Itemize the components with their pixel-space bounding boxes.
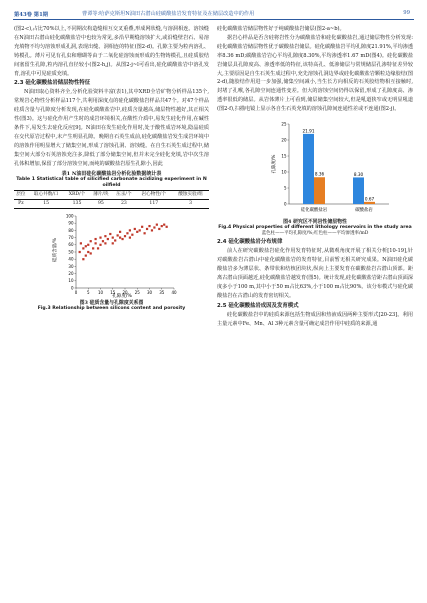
- fig3-x-tick-label: 25: [134, 290, 140, 296]
- paragraph: 据岩心样品是否含硅将岩性分为碳酸盐岩和硅化碳酸盐岩,通过储层物性分析发现:硅化碳酸盐岩储层物性优于碳酸盐岩储层。硅化碳酸盐岩平均孔隙度21.91%,平均渗透率8.36 mD;碳酸盐岩岩心平均孔隙度8.30%,平均渗透率1.67 mD(图4)。硅化碳酸盐岩储层具孔隙度高、渗透率低的特征,该特高孔、低渗储层与常规储层孔渗特征差异较大,主要原因是自生石英生成过程中,充先溶蚀孔洞边界或硅化碳酸盐岩颗粒边缘胶结(图2-d),随胶结作用进一步加强,储集空间减小,当生长方向相反的石英胶结物相互接触时,封堵了孔喉,各孔隙空间连通性变差。但大的溶蚀空间仍得以保留,形成了孔隙度高、渗透率很低的储层。从岩体薄片上可看到,储层储集空间较大,但是吼道狭窄或无明显吼道(图2-f),扫描电镜上显示各自生石英充填的溶蚀孔隙间连通性差或不连通(图2-j)。: [217, 34, 414, 113]
- fig4-data-label: 8.30: [353, 172, 364, 178]
- table-header: 酸蚀实验/组: [178, 192, 203, 198]
- fig3-x-tick-label: 10: [97, 290, 104, 296]
- header-rule: [13, 19, 414, 20]
- fig3-point: [121, 238, 123, 240]
- fig3-point: [141, 226, 143, 228]
- fig3-x-tick-label: 20: [122, 290, 128, 296]
- fig3-point: [119, 231, 121, 233]
- figure3-caption-en: Fig.3 Relationship between silicons content and porosity: [37, 306, 186, 312]
- fig3-point: [146, 228, 148, 230]
- figure3-scatter: [14, 212, 209, 300]
- table-cell: Pz: [18, 201, 24, 207]
- table-cell: 23: [120, 201, 127, 207]
- right-column: [217, 25, 413, 328]
- fig3-x-tick-label: 30: [146, 290, 153, 296]
- fig3-point: [129, 237, 131, 239]
- table-header: 岩心物性/个: [141, 192, 167, 198]
- fig3-y-tick-label: 60: [68, 242, 74, 248]
- table-header: 薄片/块: [93, 192, 109, 198]
- fig3-point: [87, 244, 89, 246]
- section-heading-2-4: 2.4 硅化碳酸盐岩分布规律: [217, 239, 283, 246]
- figure3-caption: 图3 硅质含量与孔隙度关系图: [79, 300, 144, 307]
- fig3-point: [124, 235, 126, 237]
- fig3-y-tick-label: 70: [68, 235, 74, 241]
- fig4-y-tick-label: 25: [281, 121, 287, 127]
- fig3-point: [95, 242, 97, 244]
- figure4-caption: 图4 研究区不同岩性储层物性: [283, 219, 347, 226]
- table-row: [14, 200, 209, 209]
- section-heading-2-3: 2.3 硅化碳酸盐岩储层物性特征: [14, 80, 91, 87]
- fig4-category-label: 硅化碳酸盐岩: [300, 208, 328, 214]
- table-header: 取心井数/口: [33, 192, 59, 198]
- left-column: [14, 25, 209, 312]
- fig3-x-tick-label: 5: [86, 290, 90, 296]
- fig3-y-tick-label: 10: [68, 278, 74, 284]
- fig3-point: [92, 247, 94, 249]
- fig3-point: [156, 224, 158, 226]
- fig4-data-label: 8.36: [314, 171, 325, 177]
- fig3-point: [158, 228, 160, 230]
- page-header: [0, 0, 427, 24]
- fig3-point: [151, 229, 153, 231]
- fig3-y-tick-label: 40: [68, 256, 74, 262]
- section-heading-2-5: 2.5 硅化碳酸盐岩成因及发育模式: [217, 302, 299, 309]
- fig4-ylabel: 孔隙度/%: [272, 154, 277, 174]
- fig3-point: [104, 235, 106, 237]
- fig3-point: [85, 245, 87, 247]
- fig3-x-tick-label: 40: [171, 290, 177, 296]
- fig3-point: [129, 229, 131, 231]
- fig3-point: [161, 225, 163, 227]
- fig3-point: [153, 227, 155, 229]
- table-cell: 15: [43, 201, 50, 207]
- fig3-x-tick-label: 15: [110, 290, 116, 296]
- fig3-point: [144, 232, 146, 234]
- fig4-y-tick-label: 0: [283, 201, 287, 207]
- table-cell: 3: [189, 201, 193, 207]
- figure4-bar-chart: [217, 116, 413, 219]
- fig4-bar: [314, 177, 325, 204]
- running-title: 曹谭等:哈萨克斯坦N油田古潜山硅碳酸盐岩发育特征及在储层改造中的作用: [82, 11, 255, 17]
- fig3-y-tick-label: 30: [68, 263, 74, 269]
- table1-title: 表1 N油田硅化碳酸盐岩分析化验数据统计表: [61, 170, 162, 177]
- fig3-point: [109, 233, 111, 235]
- figure4-caption-en: Fig.4 Physical properties of different lithology reservoirs in the study area: [218, 225, 412, 231]
- paragraph: 前人在研究碳酸盐岩硅化作用发育特征时,从微观角度开展了相关分析[10-19],针对碳酸盐岩古潜山中硅化碳酸盐岩的发育特征,目前暂无相关研究成果。N油田硅化碳酸盐岩多为薄层状、条带状和结核团块状,纵向上主要发育在碳酸盐岩古潜山顶部。距离古潜山顶面越近,硅化碳酸盐岩越发育(图5)。统计发现,硅化碳酸盐岩距古潜山顶面深度多小于100 m,其中小于50 m占比63%,小于100 m占比90%。该分布模式与硅化碳酸盐岩在古潜山的发育密切相关。: [217, 248, 413, 299]
- fig4-bar: [303, 134, 314, 204]
- fig3-ylabel: 硅质含量/%: [53, 237, 58, 263]
- fig4-data-label: 0.67: [364, 196, 375, 202]
- fig4-y-tick-label: 10: [281, 169, 287, 175]
- fig3-y-tick-label: 90: [68, 220, 74, 226]
- paragraph: 硅化碳酸盐岩储层物性好于纯碳酸盐岩储层(图2-a~b)。: [217, 26, 345, 32]
- fig3-point: [85, 255, 87, 257]
- fig3-point: [117, 234, 119, 236]
- table-header: XRD/个: [68, 192, 86, 198]
- fig3-point: [131, 234, 133, 236]
- fig3-point: [102, 240, 104, 242]
- fig4-bar: [364, 202, 375, 204]
- fig3-point: [148, 225, 150, 227]
- paragraph: N油田取心资料齐全,分析化验资料丰富(表1),其中XRD全岩矿物分析样品135个,常规岩心物性分析样品117个,共利用深度点的硅化碳酸盐岩样品共47个。对47个样品硅质含量与孔隙度分析发现,在硅化碳酸盐岩中,硅质含量越高,储层物性越好,其正相关性(图3)。这与硅化作用产生时的成岩环境相关,在酸性介质中,易发生硅化作用,在碱性条件下,易发生去硅化反应[9]。N油田在发生硅化作用时,处于酸性成岩环境,隐晶硅质在交代原岩过程中,未产生明显孔隙。晚期自石英生成前,硅化碳酸盐岩发生成岩环境中的溶蚀作用明显增大了储集空间,形成了溶蚀孔洞、溶蚀缝。在自生石英生成过程中,储集空间大部分石英溶蚀充注多,降低了部分储集空间,但并未完全硅化充填,岩中次生溶孔体积增加,保留了部分溶蚀空间,而纯的碳酸盐岩原生孔隙小,因此: [14, 89, 209, 167]
- fig3-y-tick-label: 20: [68, 271, 74, 277]
- fig3-y-tick-label: 0: [70, 285, 74, 291]
- fig3-xlabel: 孔隙度/%: [112, 294, 132, 300]
- journal-volume: 第43卷 第1期: [14, 12, 49, 18]
- fig3-point: [112, 242, 114, 244]
- paragraph: 硅化碳酸盐岩中的硅质来源包括生物成因和热液成因两种主要形式[20-23]。利用主量元素中Fe、Mn、Al 3种元素含量可确定成岩作用中硅质的来源,通: [217, 311, 413, 327]
- fig4-data-label: 21.91: [302, 128, 315, 134]
- fig3-point: [166, 226, 168, 228]
- fig3-point: [139, 229, 141, 231]
- fig4-y-tick-label: 5: [283, 185, 287, 191]
- fig3-point: [112, 237, 114, 239]
- fig3-point: [134, 228, 136, 230]
- fig3-point: [107, 238, 109, 240]
- table-cell: 135: [72, 201, 82, 207]
- fig3-point: [80, 242, 82, 244]
- fig3-y-tick-label: 50: [68, 249, 74, 255]
- fig3-point: [79, 251, 81, 253]
- fig3-x-tick-label: 35: [159, 290, 165, 296]
- fig3-point: [136, 231, 138, 233]
- fig3-point: [163, 224, 165, 226]
- fig3-point: [90, 252, 92, 254]
- page-number: 99: [403, 10, 410, 16]
- fig3-point: [97, 247, 99, 249]
- table-cell: 95: [97, 201, 104, 207]
- fig3-point: [87, 251, 89, 253]
- fig3-point: [90, 240, 92, 242]
- fig3-point: [119, 237, 121, 239]
- fig3-point: [82, 247, 84, 249]
- fig4-y-tick-label: 20: [281, 137, 287, 143]
- fig3-point: [104, 242, 106, 244]
- table-header: 压汞/个: [116, 192, 132, 198]
- fig3-point: [82, 258, 84, 260]
- fig4-y-tick-label: 15: [281, 153, 287, 159]
- table-header: 层位: [16, 192, 26, 198]
- fig3-point: [114, 239, 116, 241]
- fig3-y-tick-label: 80: [68, 227, 74, 233]
- fig3-point: [126, 232, 128, 234]
- fig4-category-label: 碳酸盐岩: [355, 208, 373, 214]
- figure4-note: 蓝色柱——平均孔隙度/%;红色柱——平均渗透率/mD: [261, 231, 369, 237]
- table-cell: 117: [149, 201, 159, 207]
- fig3-point: [95, 238, 97, 240]
- fig3-y-tick-label: 100: [65, 213, 74, 219]
- fig3-point: [99, 237, 101, 239]
- fig3-point: [99, 244, 101, 246]
- fig3-x-tick-label: 0: [74, 290, 78, 296]
- fig4-bar: [353, 178, 364, 205]
- table1-title-en: Table 1 Statistical table of silicified carbonate acidizing experiment in N oilfield: [16, 177, 207, 189]
- table1: [14, 190, 209, 209]
- paragraph: (图2-c),占比70%以上,不同期次构造缝相互交叉重叠,形成网状缝,与溶洞相连。溶蚀缝在N油田古潜山硅化碳酸盐岩中也较为常见,多沿早期缝溶蚀扩大,或沿缝壁岩石、易溶充填物不均匀溶蚀形成孔洞,表现出缝、洞相连的特征(图2-d)。孔隙主要为粒内溶孔、铸模孔。薄片可见有孔虫和珊瑚等由于二氧化硅溶蚀而形成的生物铸模孔,且硅质胶结间塞留生孔隙,粒内溶孔直径较小(图2-h,j)。从图2-j~l可看出,硅化碳酸盐岩中溶孔发育,溶孔中可见硅质充填。: [14, 26, 209, 77]
